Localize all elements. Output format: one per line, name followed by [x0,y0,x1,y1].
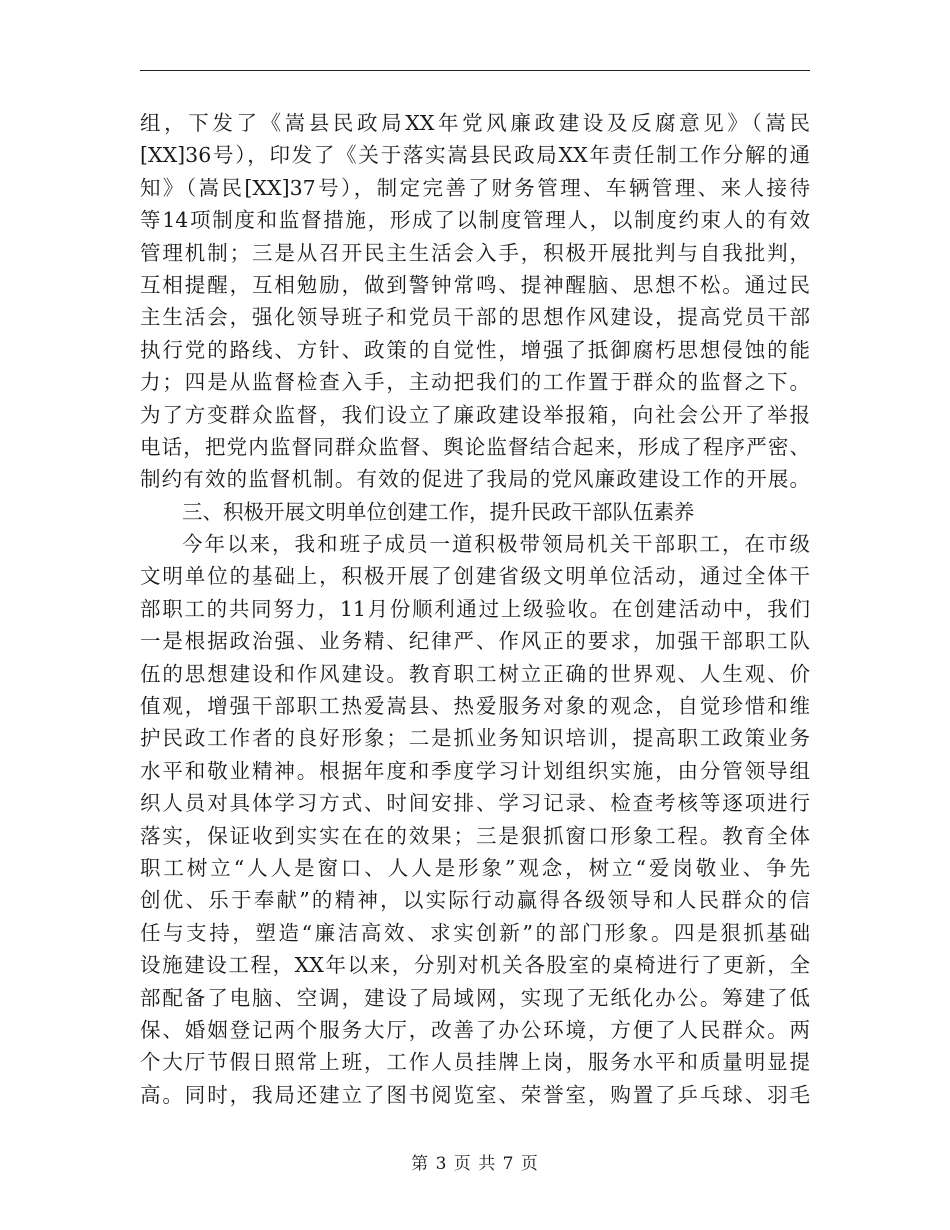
body-line: 电话，把党内监督同群众监督、舆论监督结合起来，形成了程序严密、 [140,434,810,459]
page-body [140,107,810,1111]
body-line: 文明单位的基础上，积极开展了创建省级文明单位活动，通过全体干 [140,564,810,589]
body-line: 落实，保证收到实实在在的效果；三是狠抓窗口形象工程。教育全体 [140,823,810,848]
body-line: 设施建设工程，XX年以来，分别对机关各股室的桌椅进行了更新，全 [140,953,810,978]
page-number-footer: 第 3 页 共 7 页 [411,1154,539,1174]
section-heading: 三、积极开展文明单位创建工作，提升民政干部队伍素养 [182,499,695,524]
body-line: 创优、乐于奉献”的精神，以实际行动赢得各级领导和人民群众的信 [140,888,810,913]
body-line: 护民政工作者的良好形象；二是抓业务知识培训，提高职工政策业务 [140,726,810,751]
body-line: 职工树立“人人是窗口、人人是形象”观念，树立“爱岗敬业、争先 [140,855,810,880]
header-rule [140,70,810,71]
body-line: 水平和敬业精神。根据年度和季度学习计划组织实施，由分管领导组 [140,758,810,783]
body-line: 为了方变群众监督，我们设立了廉政建设举报箱，向社会公开了举报 [140,402,810,427]
body-line: 织人员对具体学习方式、时间安排、学习记录、检查考核等逐项进行 [140,791,810,816]
body-line: 管理机制；三是从召开民主生活会入手，积极开展批判与自我批判， [140,240,810,265]
body-line: 部配备了电脑、空调，建设了局域网，实现了无纸化办公。筹建了低 [140,985,810,1010]
body-line: 值观，增强干部职工热爱嵩县、热爱服务对象的观念，自觉珍惜和维 [140,694,810,719]
body-line: 高。同时，我局还建立了图书阅览室、荣誉室，购置了乒乓球、羽毛 [140,1082,810,1107]
body-line: 组，下发了《嵩县民政局XX年党风廉政建设及反腐意见》（嵩民 [140,111,810,135]
body-line: [XX]36号），印发了《关于落实嵩县民政局XX年责任制工作分解的通 [140,143,810,168]
body-line: 伍的思想建设和作风建设。教育职工树立正确的世界观、人生观、价 [140,661,810,686]
body-line: 知》（嵩民[XX]37号），制定完善了财务管理、车辆管理、来人接待 [140,175,810,200]
body-line: 任与支持，塑造“廉洁高效、求实创新”的部门形象。四是狠抓基础 [140,920,810,945]
body-line: 等14项制度和监督措施，形成了以制度管理人，以制度约束人的有效 [140,208,810,233]
body-line: 一是根据政治强、业务精、纪律严、作风正的要求，加强干部职工队 [140,629,810,654]
paragraph-first-line: 今年以来，我和班子成员一道积极带领局机关干部职工，在市级 [182,532,810,557]
body-line: 制约有效的监督机制。有效的促进了我局的党风廉政建设工作的开展。 [140,467,810,492]
body-line: 个大厅节假日照常上班，工作人员挂牌上岗，服务水平和质量明显提 [140,1050,810,1075]
body-line: 主生活会，强化领导班子和党员干部的思想作风建设，提高党员干部 [140,305,810,330]
body-line: 执行党的路线、方针、政策的自觉性，增强了抵御腐朽思想侵蚀的能 [140,337,810,362]
body-line: 保、婚姻登记两个服务大厅，改善了办公环境，方便了人民群众。两 [140,1017,810,1042]
body-line: 力；四是从监督检查入手，主动把我们的工作置于群众的监督之下。 [140,370,810,395]
body-line: 部职工的共同努力，11月份顺利通过上级验收。在创建活动中，我们 [140,596,810,621]
body-line: 互相提醒，互相勉励，做到警钟常鸣、提神醒脑、思想不松。通过民 [140,272,810,297]
